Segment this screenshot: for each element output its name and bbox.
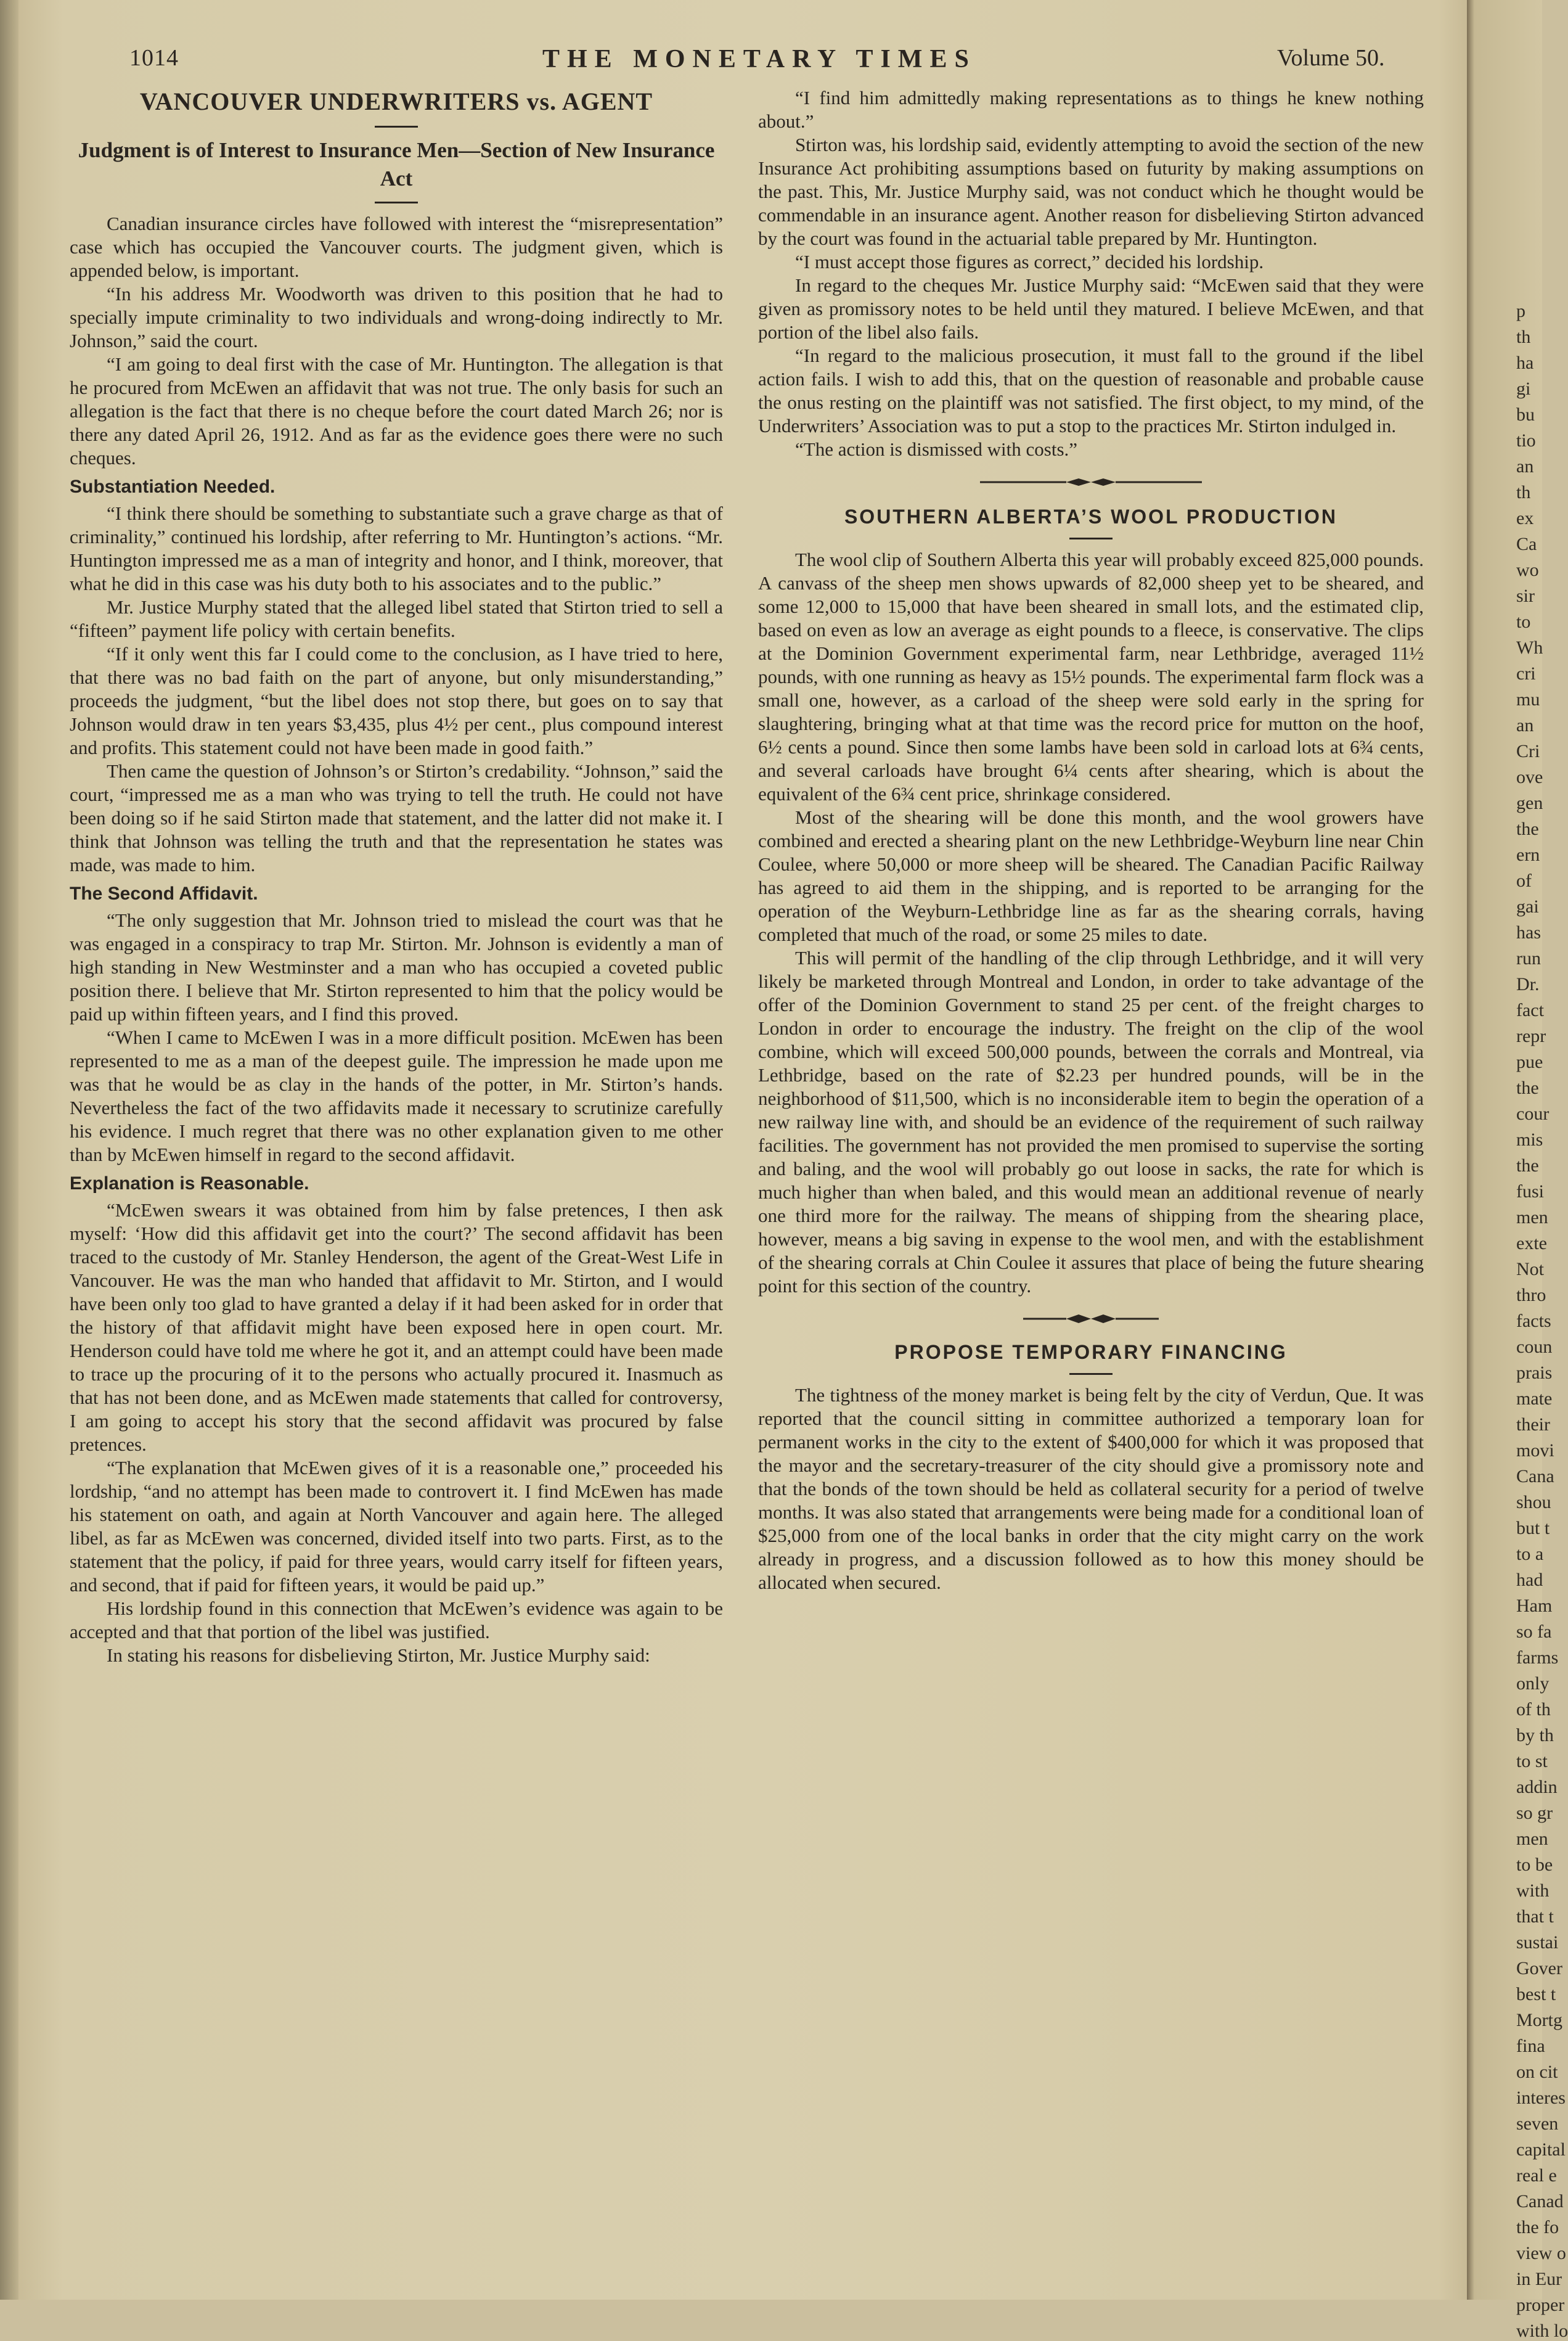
adjacent-page-fragment: the [1516,819,1539,839]
adjacent-page-fragment: had [1516,1570,1543,1590]
adjacent-page-fragment: sir [1516,586,1535,606]
adjacent-page-fragment: so gr [1516,1803,1553,1823]
paragraph: Most of the shearing will be done this month, and the wool growers have combined and erected a shearing plant on the new Lethbridge-Weyburn line near Chin Coulee, where 50,000 or more sheep will be sheared. The Canadian Pacific Railway has agreed to aid them in the shipping, and is reported to be arranging for the operation of the Weyburn-Lethbridge line as far as the shearing corrals, having completed that much of the road, or some 25 miles to date. [758,806,1424,945]
paragraph: “McEwen swears it was obtained from him by false pretences, I then ask myself: ‘How did this affidavit get into the court?’ The second affidavit has been traced to the custody of Mr. Stanley Henderson, the agent of the Great-West Life in Vancouver. He was the man who handed that affidavit to Mr. Stirton, and I would have been only too glad to have granted a delay if it had been asked for in order that the history of that affidavit might have been exposed here in open court. Mr. Henderson could have told me where he got it, and an attempt could have been made to trace up the procuring of it to the persons who actually procured it. Inasmuch as that has not been done, and as McEwen made statements that called for controversy, I am going to accept his story that the second affidavit was procured by false pretences. [70,1199,723,1455]
adjacent-page-fragment: interes [1516,2088,1566,2108]
adjacent-page-fragment: cri [1516,663,1536,684]
adjacent-page-fragment: real e [1516,2165,1557,2186]
adjacent-page-fragment: to [1516,612,1531,632]
adjacent-page-fragment: Dr. [1516,974,1540,994]
adjacent-page-fragment: gi [1516,379,1531,399]
adjacent-page-fragment: an [1516,456,1534,477]
adjacent-page-fragment: in Eur [1516,2269,1562,2289]
paragraph: Stirton was, his lordship said, evidently attempting to avoid the section of the new Insurance Act prohibiting assumptions based on futurity by making assumptions on the past. This, Mr. Justice Murphy said, was not conduct which he thought would be commendable in an insurance agent. Another reason for disbelieving Stirton advanced by the court was found in the actuarial table prepared by Mr. Huntington. [758,134,1424,249]
adjacent-page-fragment: ha [1516,353,1534,373]
publication-title: THE MONETARY TIMES [542,45,976,73]
adjacent-page-fragment: coun [1516,1337,1553,1357]
adjacent-page-fragment: fina [1516,2036,1545,2056]
paragraph: “I am going to deal first with the case of Mr. Huntington. The allegation is that he procured from McEwen an affidavit that was not true. The only basis for such an allegation is the fact that there is no cheque before the court dated March 26; nor is there any dated April 26, 1912. And as far as the evidence goes there were no such cheques. [70,353,723,469]
left-page-edge [0,0,18,2300]
adjacent-page-fragment: capital [1516,2139,1566,2160]
adjacent-page-fragment: fusi [1516,1181,1544,1202]
adjacent-page-fragment: by th [1516,1725,1554,1745]
adjacent-page-fragment: men [1516,1829,1548,1849]
article-subtitle-underwriters: Judgment is of Interest to Insurance Men—Section of New Insurance Act [78,138,715,191]
paragraph: “I find him admittedly making representations as to things he knew nothing about.” [758,87,1424,132]
article-title-wool: SOUTHERN ALBERTA’S WOOL PRODUCTION [844,506,1338,528]
paragraph: “In his address Mr. Woodworth was driven to this position that he had to specially impute criminality to two individuals and wrong-doing indirectly to Mr. Johnson,” said the court. [70,283,723,351]
paragraph: His lordship found in this connection that McEwen’s evidence was again to be accepted and that that portion of the libel was justified. [70,1597,723,1642]
adjacent-page-fragment: farms [1516,1647,1559,1668]
adjacent-page-fragment: on cit [1516,2062,1558,2082]
paragraph: The wool clip of Southern Alberta this year will probably exceed 825,000 pounds. A canvass of the sheep men shows upwards of 82,000 sheep yet to be sheared, and some 12,000 to 15,000 that have been sheared in small lots, and the estimated clip, based on even as low an average as eight pounds to a fleece, is conservative. The clips at the Dominion Government experimental farm, near Lethbridge, averaged 11½ pounds, with one running as heavy as 15½ pounds. The experimental farm flock was a small one, however, as a carload of the sheep were sold early in the spring for slaughtering, bringing what at that time was the record price for mutton on the hoof, 6½ cents a pound. Since then some lambs have been sold in carload lots at 6¾ cents, and several carloads have brought 6¼ cents after shearing, which is about the equivalent of the 6¾ cent price, shrinkage considered. [758,549,1424,805]
title-rule [1069,538,1113,539]
adjacent-page-fragment: men [1516,1207,1548,1228]
paragraph: Canadian insurance circles have followed with interest the “misrepresentation” case which has occupied the Vancouver courts. The judgment given, which is appended below, is important. [70,213,723,281]
adjacent-page-fragment: ex [1516,508,1534,528]
paragraph: The tightness of the money market is being felt by the city of Verdun, Que. It was reported that the council sitting in committee authorized a temporary loan for permanent works in the city to the extent of $400,000 for which it was proposed that the mayor and the secretary-treasurer of the city should give a promissory note and that the bonds of the town should be held as collateral security for a period of twelve months. It was also stated that arrangements were being made for a conditional loan of $25,000 from one of the local banks in order that the city might carry on the work already in progress, and a discussion followed as to how this money should be allocated when secured. [758,1384,1424,1593]
paragraph: “The only suggestion that Mr. Johnson tried to mislead the court was that he was engaged in a conspiracy to trap Mr. Stirton. Mr. Johnson is evidently a man of high standing in New Westminster and a man who has occupied a coveted public position there. I believe that Mr. Stirton represented to him that the policy would be paid up within fifteen years, and I find this proved. [70,909,723,1025]
subtitle-rule [375,202,418,203]
paragraph: Mr. Justice Murphy stated that the alleged libel stated that Stirton tried to sell a “fifteen” payment life policy with certain benefits. [70,596,723,641]
adjacent-page-fragment: so fa [1516,1621,1552,1642]
adjacent-page-fragment: pue [1516,1052,1543,1072]
adjacent-page-fragment: ern [1516,845,1540,865]
adjacent-page-fragment: cour [1516,1104,1550,1124]
adjacent-page-fragment: only [1516,1673,1550,1694]
adjacent-page-fragment: Canad [1516,2191,1564,2212]
title-rule [375,126,418,128]
adjacent-page-fragment: view o [1516,2243,1566,2263]
adjacent-page-fragment: mate [1516,1388,1553,1409]
adjacent-page-fragment: the [1516,1155,1539,1176]
adjacent-page-fragment: prais [1516,1363,1553,1383]
adjacent-page-fragment: Mortg [1516,2010,1562,2030]
adjacent-page-fragment: run [1516,948,1541,969]
paragraph: “I must accept those figures as correct,” decided his lordship. [795,251,1264,273]
adjacent-page-fragment: to be [1516,1855,1553,1875]
adjacent-page-fragment: of th [1516,1699,1551,1720]
article-title-underwriters: VANCOUVER UNDERWRITERS vs. AGENT [139,88,653,115]
adjacent-page-edge [1467,0,1568,2341]
adjacent-page-fragment: bu [1516,404,1535,425]
adjacent-page-fragment: Not [1516,1259,1544,1279]
adjacent-page-fragment: Wh [1516,638,1543,658]
adjacent-page-fragment: Cri [1516,741,1540,761]
paragraph: “The explanation that McEwen gives of it is a reasonable one,” proceeded his lordship, “and no attempt has been made to controvert it. I find McEwen has made his statement on oath, and again at North Vancouver and again here. The alleged libel, as far as McEwen was concerned, divided itself into two parts. First, as to the statement that the policy, if paid for three years, would carry itself for fifteen years, and second, that if paid for fifteen years, it would be paid up.” [70,1457,723,1596]
adjacent-page-fragment: tio [1516,430,1536,451]
subhead-substantiation: Substantiation Needed. [70,477,276,497]
adjacent-page-fragment: facts [1516,1311,1551,1331]
adjacent-page-fragment: th [1516,482,1531,502]
volume-label: Volume 50. [1277,45,1385,71]
adjacent-page-fragment: sustai [1516,1932,1559,1953]
adjacent-page-fragment: thro [1516,1285,1546,1305]
adjacent-page-fragment: exte [1516,1233,1547,1253]
adjacent-page-fragment: Ca [1516,534,1537,554]
paragraph: “In regard to the malicious prosecution, it must fall to the ground if the libel action fails. I wish to add this, that on the question of reasonable and probable cause the onus resting on the plaintiff was not satisfied. The first object, to my mind, of the Underwriters’ Association was to put a stop to the practices Mr. Stirton indulged in. [758,345,1424,437]
adjacent-page-fragment: of [1516,871,1532,891]
adjacent-page-fragment: gen [1516,793,1543,813]
title-rule [1069,1373,1113,1375]
section-divider-ornament [980,475,1202,490]
paragraph: “When I came to McEwen I was in a more difficult position. McEwen has been represented to me as a man of the deepest guile. The impression he made upon me was that he would be as clay in the hands of the potter, in Mr. Stirton’s hands. Nevertheless the fact of the two affidavits made it necessary to scrutinize carefully his evidence. I much regret that there was no other explanation given to me other than by McEwen himself in regard to the second affidavit. [70,1027,723,1165]
adjacent-page-fragment: proper [1516,2295,1565,2315]
paragraph: “If it only went this far I could come to the conclusion, as I have tried to here, that there was no bad faith on the part of anyone, but only misunderstanding,” proceeds the judgment, “but the libel does not stop there, but goes on to say that Johnson would draw in ten years $3,435, plus 4½ per cent., plus compound interest and profits. This statement could not have been made in good faith.” [70,643,723,758]
adjacent-page-fragment: seven [1516,2113,1559,2134]
paragraph: In regard to the cheques Mr. Justice Murphy said: “McEwen said that they were given as promissory notes to be held until they matured. I believe McEwen, and that portion of the libel also fails. [758,274,1424,343]
paragraph: “I think there should be something to substantiate such a grave charge as that of criminality,” continued his lordship, after referring to Mr. Huntington’s actions. “Mr. Huntington impressed me as a man of integrity and honor, and I think, moreover, that what he did in this case was his duty both to his associates and to the public.” [70,502,723,594]
paragraph: This will permit of the handling of the clip through Lethbridge, and it will very likely be marketed through Montreal and London, in order to take advantage of the offer of the Dominion Government to stand 25 per cent. of the freight charges to London in order to encourage the industry. The freight on the clip of the wool combine, which will exceed 500,000 pounds, between the corrals and Montreal, via Lethbridge, based on the rate of $2.23 per hundred pounds, will be in the neighborhood of $11,500, which is no inconsiderable item to begin the operation of a new railway line with, and should be an evidence of the requirement of such railway facilities. The government has not provided the men promised to supervise the sorting and baling, and the wool will probably go out loose in sacks, the rate for which is much higher than when baled, and this would mean an additional revenue of nearly one third more for the railway. The means of shipping from the shearing place, however, means a big saving in expense to the wool men, and with the establishment of the shearing corrals at Chin Coulee it assures that place of being the future shearing point for this section of the country. [758,947,1424,1297]
section-divider-ornament [1023,1311,1159,1326]
right-column [758,86,1424,1594]
adjacent-page-fragment: p [1516,301,1525,321]
article-title-financing: PROPOSE TEMPORARY FINANCING [894,1341,1288,1363]
adjacent-page-fragment: Gover [1516,1958,1562,1978]
paragraph: Then came the question of Johnson’s or Stirton’s credability. “Johnson,” said the court, “impressed me as a man who was trying to tell the truth. He could not have been doing so if he said Stirton made that statement, and the latter did not make it. I think that Johnson was telling the truth and that the representation he states was made, was made to him. [70,760,723,875]
subhead-second-affidavit: The Second Affidavit. [70,884,258,904]
adjacent-page-fragment: but t [1516,1518,1550,1538]
paragraph: “The action is dismissed with costs.” [795,438,1078,460]
adjacent-page-fragment: Cana [1516,1466,1554,1486]
adjacent-page-fragment: an [1516,715,1534,736]
adjacent-page-fragment: Ham [1516,1596,1553,1616]
adjacent-page-fragment: that t [1516,1906,1554,1927]
subhead-explanation: Explanation is Reasonable. [70,1173,309,1194]
adjacent-page-fragment: shou [1516,1492,1551,1512]
adjacent-page-fragment: to a [1516,1544,1544,1564]
adjacent-page-fragment: th [1516,327,1531,347]
adjacent-page-fragment: gai [1516,896,1539,917]
adjacent-page-fragment: their [1516,1414,1550,1435]
adjacent-page-fragment: repr [1516,1026,1546,1046]
adjacent-page-fragment: best t [1516,1984,1556,2004]
adjacent-page-fragment: the [1516,1078,1539,1098]
adjacent-page-fragment: ove [1516,767,1543,787]
left-column [70,86,723,1667]
page-number: 1014 [129,45,179,71]
adjacent-page-fragment: fact [1516,1000,1544,1020]
adjacent-page-fragment: with lo [1516,2321,1568,2341]
adjacent-page-fragment: to st [1516,1751,1548,1771]
paragraph: In stating his reasons for disbelieving Stirton, Mr. Justice Murphy said: [107,1644,650,1666]
adjacent-page-fragment: mu [1516,689,1540,710]
adjacent-page-fragment: addin [1516,1777,1558,1797]
adjacent-page-fragment: movi [1516,1440,1554,1461]
adjacent-page-fragment: has [1516,922,1541,943]
adjacent-page-fragment: with [1516,1880,1550,1901]
adjacent-page-fragment: mis [1516,1130,1543,1150]
adjacent-page-fragment: the fo [1516,2217,1559,2237]
adjacent-page-fragment: wo [1516,560,1539,580]
